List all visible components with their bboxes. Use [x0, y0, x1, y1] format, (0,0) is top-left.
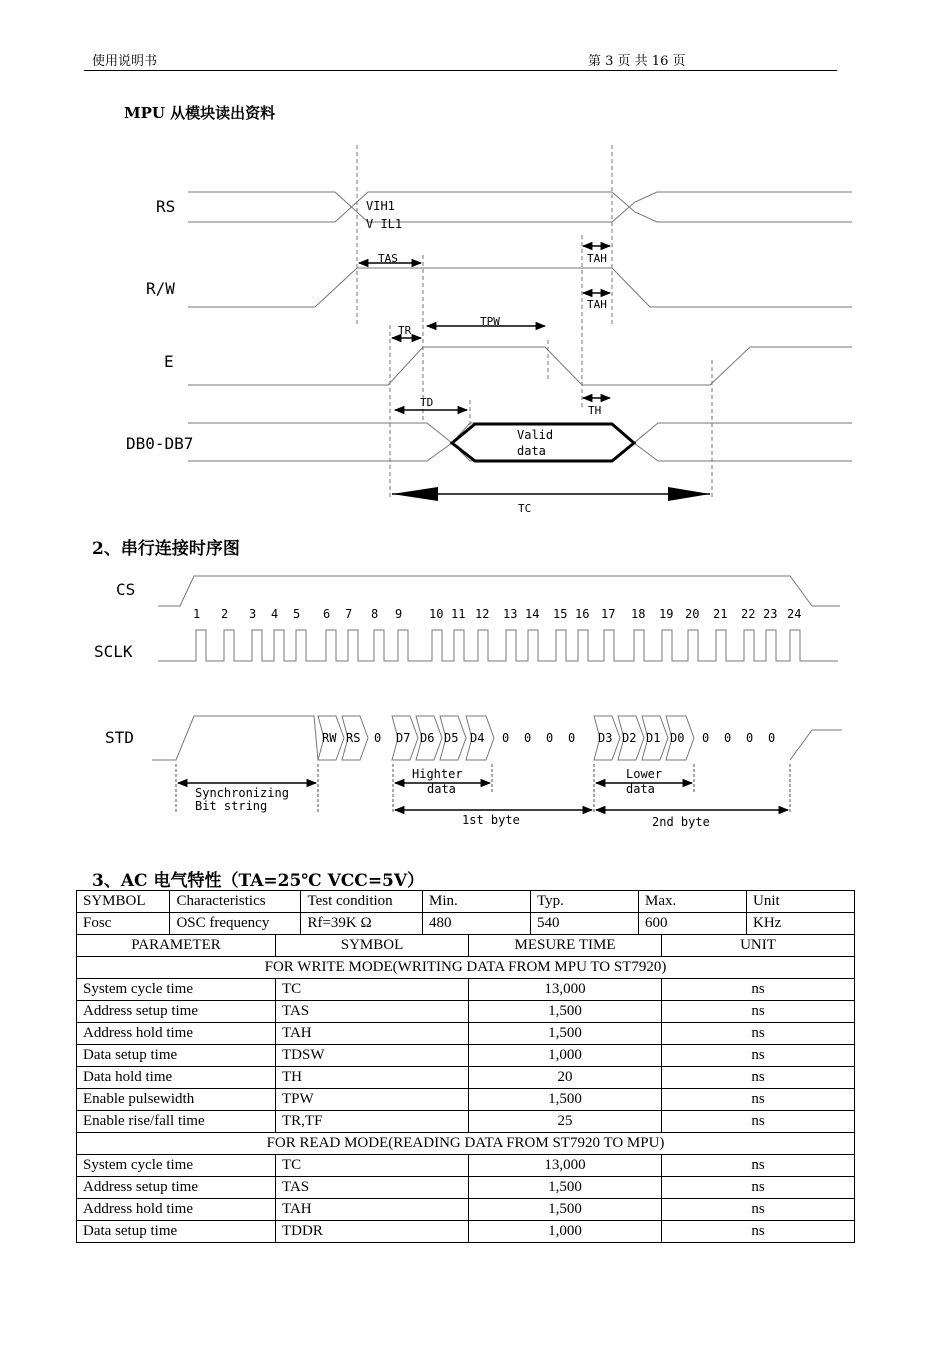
param-row [77, 1177, 855, 1199]
std-bit-label: 0 [524, 731, 532, 745]
signal-rs: RS [156, 197, 176, 216]
read-section-title: MPU 从模块读出资料 [124, 104, 276, 122]
std-bit-label: 0 [546, 731, 554, 745]
clock-number: 15 [553, 607, 568, 621]
signal-std: STD [105, 728, 134, 747]
tah-label-2: TAH [587, 298, 607, 311]
param-row [77, 1089, 855, 1111]
param-unit: ns [662, 1221, 855, 1243]
param-name: Address hold time [77, 1023, 276, 1045]
higher-label-1: Highter [412, 767, 463, 781]
clock-number: 4 [271, 607, 279, 621]
std-bit-label: D5 [444, 731, 459, 745]
clock-number: 23 [763, 607, 778, 621]
osc-data-row [77, 913, 855, 935]
param-unit: ns [662, 1045, 855, 1067]
tas-label: TAS [378, 252, 398, 265]
param-header-cell: SYMBOL [276, 935, 469, 957]
signal-sclk: SCLK [94, 642, 133, 661]
std-bit-label: RW [322, 731, 337, 745]
param-row [77, 1221, 855, 1243]
param-symbol: TAH [276, 1199, 469, 1221]
param-row [77, 1067, 855, 1089]
param-value: 13,000 [469, 979, 662, 1001]
param-header-row [77, 935, 855, 957]
valid-data-label-2: data [517, 444, 546, 458]
std-bit-label: D1 [646, 731, 661, 745]
osc-header-cell: Min. [423, 891, 531, 913]
serial-section-title: 2、串行连接时序图 [92, 539, 240, 559]
write-mode-title-row [77, 957, 855, 979]
param-row [77, 1045, 855, 1067]
param-symbol: TC [276, 1155, 469, 1177]
param-value: 1,500 [469, 1001, 662, 1023]
param-row [77, 1001, 855, 1023]
td-label: TD [420, 396, 434, 409]
param-symbol: TAS [276, 1177, 469, 1199]
clock-number: 19 [659, 607, 674, 621]
osc-cell: Fosc [77, 913, 170, 935]
param-header-cell: PARAMETER [77, 935, 276, 957]
param-row [77, 1199, 855, 1221]
read-mode-title-row [77, 1133, 855, 1155]
clock-number: 16 [575, 607, 590, 621]
osc-cell: KHz [747, 913, 855, 935]
tpw-label: TPW [480, 315, 500, 328]
param-name: Address setup time [77, 1177, 276, 1199]
param-row [77, 1155, 855, 1177]
param-name: System cycle time [77, 979, 276, 1001]
vil-label: V IL1 [366, 217, 403, 231]
clock-number: 8 [371, 607, 379, 621]
clock-number: 21 [713, 607, 728, 621]
param-row [77, 1111, 855, 1133]
std-bit-label: 0 [502, 731, 510, 745]
param-value: 20 [469, 1067, 662, 1089]
signal-cs: CS [116, 580, 136, 599]
osc-header-cell: Typ. [531, 891, 639, 913]
osc-header-cell: Max. [639, 891, 747, 913]
th-label: TH [588, 404, 602, 417]
tah-label-1: TAH [587, 252, 607, 265]
clock-number: 11 [451, 607, 466, 621]
param-symbol: TR,TF [276, 1111, 469, 1133]
param-symbol: TPW [276, 1089, 469, 1111]
param-symbol: TDSW [276, 1045, 469, 1067]
tc-label: TC [518, 502, 532, 515]
sync-label-2: Bit string [195, 799, 268, 813]
clock-number: 1 [193, 607, 201, 621]
osc-header-cell: Characteristics [170, 891, 301, 913]
clock-number: 5 [293, 607, 301, 621]
byte2-label: 2nd byte [652, 815, 710, 829]
signal-rw: R/W [146, 279, 175, 298]
read-mode-title: FOR READ MODE(READING DATA FROM ST7920 TO MPU) [77, 1133, 855, 1155]
signal-e: E [164, 352, 174, 371]
param-row [77, 1023, 855, 1045]
param-unit: ns [662, 1199, 855, 1221]
osc-header-cell: Test condition [301, 891, 423, 913]
std-bit-label: D6 [420, 731, 435, 745]
std-bit-label: D4 [470, 731, 485, 745]
vih-label: VIH1 [366, 199, 395, 213]
std-bit-label: 0 [724, 731, 732, 745]
clock-number: 10 [429, 607, 444, 621]
std-bit-label: D3 [598, 731, 613, 745]
osc-cell: 540 [531, 913, 639, 935]
sync-label-1: Synchronizing [195, 786, 289, 800]
param-symbol: TH [276, 1067, 469, 1089]
lower-label-2: data [626, 782, 655, 796]
param-name: Address setup time [77, 1001, 276, 1023]
param-value: 1,000 [469, 1045, 662, 1067]
param-name: Enable rise/fall time [77, 1111, 276, 1133]
param-symbol: TDDR [276, 1221, 469, 1243]
osc-cell: Rf=39K Ω [301, 913, 423, 935]
param-value: 1,500 [469, 1023, 662, 1045]
tr-label: TR [398, 324, 412, 337]
std-bit-label: 0 [746, 731, 754, 745]
param-row [77, 979, 855, 1001]
valid-data-label-1: Valid [517, 428, 554, 442]
param-unit: ns [662, 1023, 855, 1045]
osc-cell: OSC frequency [170, 913, 301, 935]
std-bit-label: D0 [670, 731, 685, 745]
param-unit: ns [662, 1177, 855, 1199]
std-bit-label: D2 [622, 731, 637, 745]
ac-param-table [76, 934, 855, 1243]
param-header-cell: MESURE TIME [469, 935, 662, 957]
param-name: Data setup time [77, 1045, 276, 1067]
param-value: 13,000 [469, 1155, 662, 1177]
clock-number: 12 [475, 607, 490, 621]
param-name: Address hold time [77, 1199, 276, 1221]
doc-header-page: 第 3 页 共 16 页 [588, 54, 686, 69]
param-unit: ns [662, 1111, 855, 1133]
param-name: Data setup time [77, 1221, 276, 1243]
clock-number: 7 [345, 607, 353, 621]
clock-number: 22 [741, 607, 756, 621]
osc-header-row [77, 891, 855, 913]
std-bit-label: D7 [396, 731, 411, 745]
clock-number: 13 [503, 607, 518, 621]
osc-cell: 480 [423, 913, 531, 935]
clock-number: 20 [685, 607, 700, 621]
param-unit: ns [662, 1089, 855, 1111]
clock-number: 14 [525, 607, 540, 621]
std-bit-label: RS [346, 731, 361, 745]
clock-number: 18 [631, 607, 646, 621]
param-value: 1,500 [469, 1089, 662, 1111]
param-unit: ns [662, 1067, 855, 1089]
param-unit: ns [662, 1001, 855, 1023]
osc-header-cell: SYMBOL [77, 891, 170, 913]
clock-number: 9 [395, 607, 403, 621]
byte1-label: 1st byte [462, 813, 520, 827]
param-name: Data hold time [77, 1067, 276, 1089]
param-name: System cycle time [77, 1155, 276, 1177]
ac-section-title: 3、AC 电气特性（TA=25℃ VCC=5V） [92, 871, 425, 891]
clock-number: 24 [787, 607, 802, 621]
doc-header-left: 使用说明书 [92, 54, 158, 69]
param-value: 1,000 [469, 1221, 662, 1243]
lower-label-1: Lower [626, 767, 663, 781]
osc-header-cell: Unit [747, 891, 855, 913]
signal-db: DB0-DB7 [126, 434, 194, 453]
param-symbol: TAS [276, 1001, 469, 1023]
std-bit-label: 0 [374, 731, 382, 745]
std-bit-label: 0 [568, 731, 576, 745]
param-unit: ns [662, 979, 855, 1001]
param-symbol: TAH [276, 1023, 469, 1045]
clock-number: 17 [601, 607, 616, 621]
param-symbol: TC [276, 979, 469, 1001]
param-header-cell: UNIT [662, 935, 855, 957]
param-value: 1,500 [469, 1199, 662, 1221]
clock-number: 2 [221, 607, 229, 621]
param-name: Enable pulsewidth [77, 1089, 276, 1111]
clock-number: 6 [323, 607, 331, 621]
osc-cell: 600 [639, 913, 747, 935]
clock-number: 3 [249, 607, 257, 621]
param-value: 25 [469, 1111, 662, 1133]
osc-table [76, 890, 855, 935]
std-bit-label: 0 [702, 731, 710, 745]
param-value: 1,500 [469, 1177, 662, 1199]
higher-label-2: data [427, 782, 456, 796]
param-unit: ns [662, 1155, 855, 1177]
std-bit-label: 0 [768, 731, 776, 745]
write-mode-title: FOR WRITE MODE(WRITING DATA FROM MPU TO ST7920) [77, 957, 855, 979]
